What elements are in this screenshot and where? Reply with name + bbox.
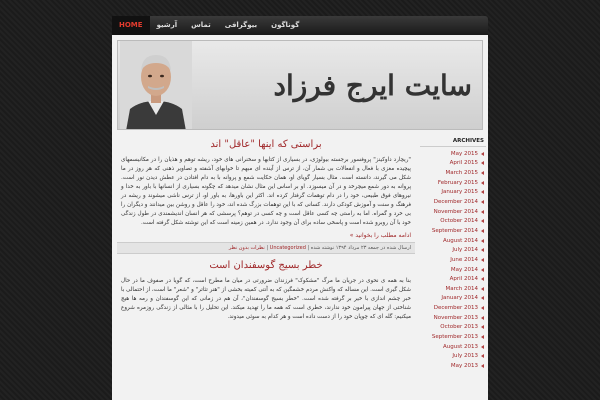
- archive-item[interactable]: [420, 236, 486, 246]
- archive-link[interactable]: July 2014: [452, 247, 478, 254]
- archive-link[interactable]: March 2015: [445, 170, 478, 177]
- archive-item[interactable]: [420, 178, 486, 188]
- nav-miscellaneous[interactable]: گوناگون: [271, 21, 300, 29]
- archive-item[interactable]: [420, 245, 486, 255]
- archive-item[interactable]: [420, 332, 486, 342]
- arrow-bullet-icon: [481, 181, 484, 185]
- arrow-bullet-icon: [481, 258, 484, 262]
- read-more-link[interactable]: ادامه مطلب را بخوانید »: [349, 232, 411, 239]
- arrow-bullet-icon: [481, 161, 484, 165]
- archive-item[interactable]: [420, 197, 486, 207]
- archive-item[interactable]: [420, 216, 486, 226]
- nav-contact[interactable]: تماس: [191, 21, 211, 29]
- archive-link[interactable]: May 2014: [450, 266, 478, 273]
- nav-home[interactable]: HOME: [112, 16, 150, 35]
- archive-link[interactable]: August 2013: [443, 343, 478, 350]
- archive-item[interactable]: [420, 168, 486, 178]
- nav-biography[interactable]: بیوگرافی: [224, 21, 258, 29]
- archive-item[interactable]: [420, 351, 486, 361]
- arrow-bullet-icon: [481, 219, 484, 223]
- archive-item[interactable]: [420, 284, 486, 294]
- post-title[interactable]: براستی که اینها "عاقل" اند: [210, 139, 322, 150]
- arrow-bullet-icon: [481, 277, 484, 281]
- archive-link[interactable]: April 2014: [449, 276, 478, 283]
- archive-list: [420, 149, 486, 371]
- archive-link[interactable]: September 2013: [431, 333, 478, 340]
- archive-link[interactable]: October 2013: [440, 324, 478, 331]
- meta-separator: |: [305, 245, 310, 251]
- post: [117, 139, 415, 254]
- archive-item[interactable]: [420, 313, 486, 323]
- post-body: بنا به همه ی نحوی در جریان ما مرگ "مشکوک" فرزندان ضرورتی در میان ما مطرح است، که گویا در صفوف ما در حال شکل گیری است. این مساله که واکنش مردم خشمگین که به آنتی کمیته بخشی از "هنر تئاتر" و "شعر" ما است، از احتمالی با خبر چشم اندازی با خیر بر گرفته شده است. "خطر بسیج گوسفندان"، آن هم در زمانی که این گوسفندان و رمه ها هیچ شناختی از جهان پیرامون خود ندارند، خطری است که همه ما را تهدید میکند. این تحلیل را با مثالی از زندگی روزمره شروع میکنیم: گله ای که چوپان خود را از دست داده است و هر کدام به سوئی میدوند.: [121, 278, 411, 320]
- archive-item[interactable]: [420, 361, 486, 371]
- post: [117, 260, 415, 322]
- archives-heading: ARCHIVES: [420, 135, 486, 147]
- archive-item[interactable]: [420, 303, 486, 313]
- arrow-bullet-icon: [481, 364, 484, 368]
- archive-link[interactable]: May 2013: [450, 362, 478, 369]
- arrow-bullet-icon: [481, 287, 484, 291]
- site-title[interactable]: سایت ایرج فرزاد: [273, 69, 472, 102]
- post-comments-link[interactable]: نظرات بدون نظر: [228, 245, 265, 251]
- arrow-bullet-icon: [481, 335, 484, 339]
- archive-link[interactable]: December 2013: [433, 305, 478, 312]
- archive-link[interactable]: October 2014: [440, 218, 478, 225]
- arrow-bullet-icon: [481, 345, 484, 349]
- author-portrait: [120, 41, 192, 130]
- arrow-bullet-icon: [481, 229, 484, 233]
- archive-item[interactable]: [420, 207, 486, 217]
- archive-item[interactable]: [420, 188, 486, 198]
- main-nav: [112, 16, 488, 35]
- arrow-bullet-icon: [481, 354, 484, 358]
- arrow-bullet-icon: [481, 152, 484, 156]
- main-content: [117, 135, 415, 400]
- archive-link[interactable]: November 2014: [433, 208, 478, 215]
- archive-item[interactable]: [420, 323, 486, 333]
- archive-item[interactable]: [420, 294, 486, 304]
- archive-link[interactable]: August 2014: [443, 237, 478, 244]
- archive-link[interactable]: February 2015: [437, 179, 478, 186]
- arrow-bullet-icon: [481, 325, 484, 329]
- post-body: "ریچارد داوکینز" پروفسور برجسته بیولوژی، در بسیاری از کتابها و سخنرانی های خود، ریشه توهم و هذیان را در مکانیسمهای پیچیده مغزی با فعال و انفعالات بی شمار آن، از ترس از آینده ای مبهم تا خوابهای آشفته و تصاویر ذهنی که هر روز در ما شکل می گیرند، دانسته است. مثال بسیار گویای او، همان حکایت شمع و پروانه با به دام افتادن در عطش دیدن نور است. پروانه به دور شمع میچرخد و در آن میسوزد. او بر اساس این مثال نشان میدهد که چگونه بسیاری از انسانها با باور به خدا و نیروهای فوق طبیعی، خود را در دام توهمات گرفتار کرده اند. اکثر این باورها، به باور او، از ترس ناشی میشوند و ریشه در فرهنگ و سنت و آموزش کودکی دارند. کسانی که با این توهمات بزرگ شده اند، خود را عاقل و روشن بین میدانند و دیگران را بی خرد و گمراه. اما به راستی چه کسی عاقل است و چه کسی در توهم؟ پرسشی که هر انسان اندیشمندی در طول زندگی خود با آن روبرو شده است و پاسخی ساده برای آن وجود ندارد. در همین زمینه است که این نوشته شکل گرفته است.: [121, 157, 411, 226]
- archive-link[interactable]: July 2013: [452, 353, 478, 360]
- post-date: ارسال شده در جمعه ۲۳ مرداد ۱۳۹۴ نوشته شده: [310, 245, 411, 251]
- archive-link[interactable]: January 2015: [441, 189, 478, 196]
- archive-link[interactable]: April 2015: [449, 160, 478, 167]
- archive-item[interactable]: [420, 159, 486, 169]
- archive-item[interactable]: [420, 149, 486, 159]
- site-header: [117, 40, 483, 130]
- archive-link[interactable]: June 2014: [450, 256, 478, 263]
- arrow-bullet-icon: [481, 171, 484, 175]
- archive-item[interactable]: [420, 255, 486, 265]
- archive-link[interactable]: December 2014: [433, 199, 478, 206]
- sidebar: [420, 135, 486, 400]
- post-title[interactable]: خطر بسیج گوسفندان است: [209, 260, 323, 271]
- arrow-bullet-icon: [481, 268, 484, 272]
- archive-item[interactable]: [420, 274, 486, 284]
- post-meta: [117, 242, 415, 254]
- archive-link[interactable]: January 2014: [441, 295, 478, 302]
- meta-separator: |: [264, 245, 269, 251]
- arrow-bullet-icon: [481, 210, 484, 214]
- arrow-bullet-icon: [481, 190, 484, 194]
- archive-item[interactable]: [420, 226, 486, 236]
- archive-link[interactable]: May 2015: [450, 150, 478, 157]
- archive-link[interactable]: March 2014: [445, 285, 478, 292]
- page-wrapper: [112, 35, 488, 400]
- arrow-bullet-icon: [481, 239, 484, 243]
- arrow-bullet-icon: [481, 306, 484, 310]
- arrow-bullet-icon: [481, 200, 484, 204]
- arrow-bullet-icon: [481, 316, 484, 320]
- arrow-bullet-icon: [481, 248, 484, 252]
- archive-item[interactable]: [420, 342, 486, 352]
- archive-link[interactable]: September 2014: [431, 227, 478, 234]
- archive-link[interactable]: November 2013: [433, 314, 478, 321]
- arrow-bullet-icon: [481, 296, 484, 300]
- nav-archive[interactable]: آرشیو: [156, 21, 178, 29]
- post-category-link[interactable]: Uncategorized: [269, 245, 306, 251]
- archive-item[interactable]: [420, 265, 486, 275]
